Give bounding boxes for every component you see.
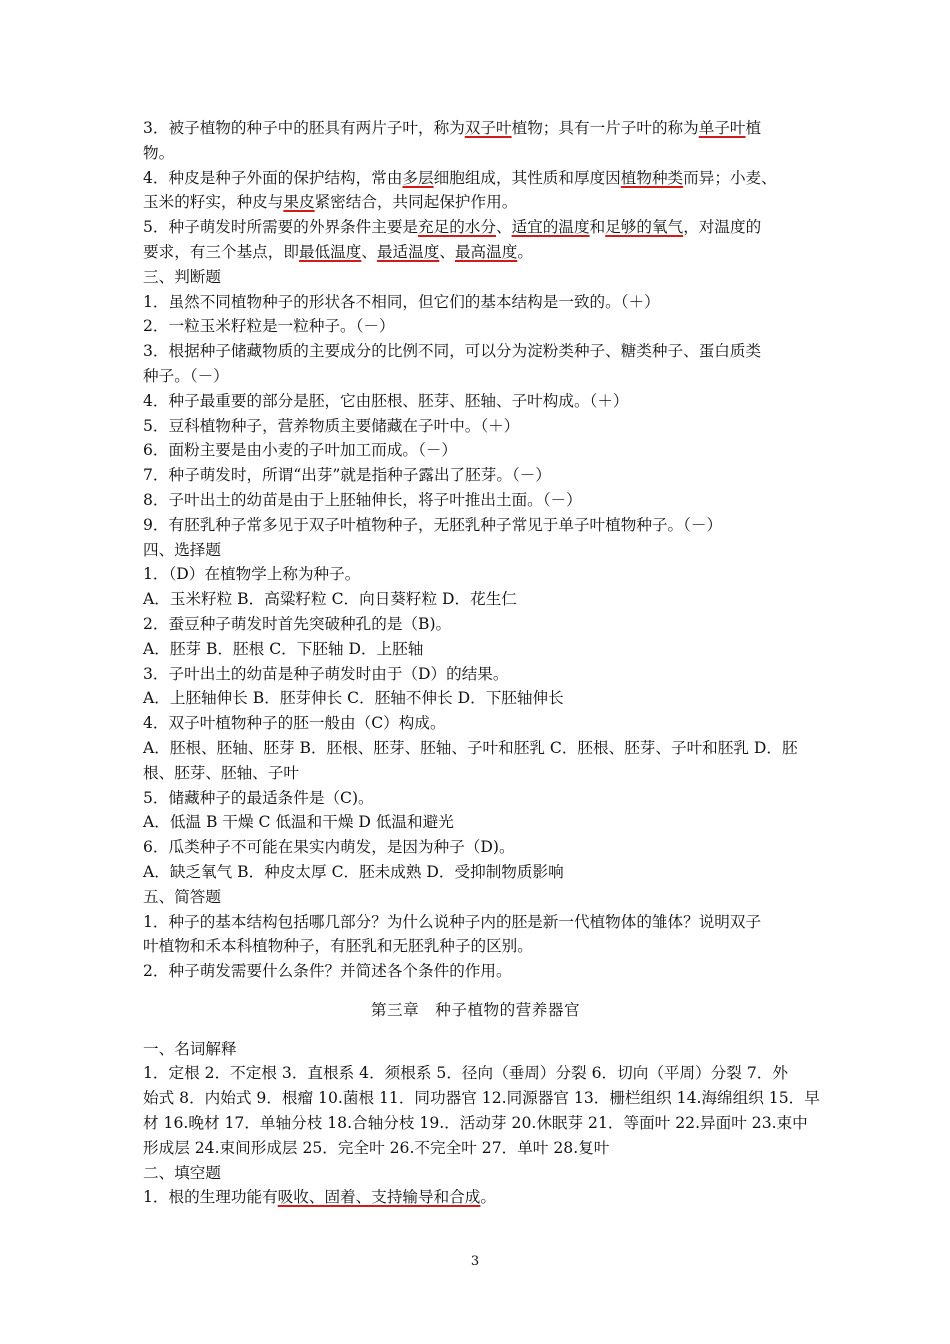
judgement-item: 4．种子最重要的部分是胚，它由胚根、胚芽、胚轴、子叶构成。（＋） [143, 391, 629, 410]
terms-line: 材 16.晚材 17．单轴分枝 18.合轴分枝 19.．活动芽 20.休眠芽 21．等面叶 22.异面叶 23.束中 [143, 1114, 808, 1133]
answer-underlined: 多层 [402, 168, 434, 187]
chapter-title: 第三章 种子植物的营养器官 [370, 1000, 581, 1019]
page-number: 3 [470, 1254, 480, 1269]
judgement-item: 8．子叶出土的幼苗是由于上胚轴伸长，将子叶推出土面。（－） [143, 490, 582, 509]
text-segment: 3．被子植物的种子中的胚具有两片子叶，称为 [143, 119, 465, 137]
text-segment: 、 [439, 242, 455, 261]
choice-item: 5．储藏种子的最适条件是（C)。 [143, 788, 374, 807]
answer-underlined: 双子叶 [464, 119, 512, 137]
fill-item-5-cont [143, 240, 808, 265]
short-answer-item: 叶植物和禾本科植物种子，有胚乳和无胚乳种子的区别。 [143, 937, 533, 956]
fill-item-3-cont [143, 141, 808, 166]
text-segment: 植物；具有一片子叶的称为 [511, 119, 699, 137]
answer-underlined: 果皮 [283, 193, 315, 212]
choice-options: A．低温 B 干燥 C 低温和干燥 D 低温和避光 [143, 813, 454, 832]
judgement-item: 6．面粉主要是由小麦的子叶加工而成。（－） [143, 441, 457, 460]
choice-item: 3．子叶出土的幼苗是种子萌发时由于（D）的结果。 [143, 664, 509, 683]
choice-options: A．缺乏氧气 B．种皮太厚 C．胚未成熟 D．受抑制物质影响 [143, 862, 564, 881]
answer-underlined: 足够的氧气 [605, 218, 684, 237]
short-answer-item: 2．种子萌发需要什么条件？并简述各个条件的作用。 [143, 962, 512, 981]
fill-item-5 [143, 215, 808, 240]
answer-underlined: 单子叶 [698, 119, 746, 137]
judgement-item: 种子。（－） [143, 366, 229, 385]
section-heading-short-answer: 五、简答题 [143, 887, 221, 906]
terms-line: 形成层 24.束间形成层 25．完全叶 26.不完全叶 27．单叶 28.复叶 [143, 1138, 610, 1157]
text-segment: 细胞组成，其性质和厚度因 [433, 168, 621, 187]
answer-underlined: 适宜的温度 [511, 218, 590, 237]
text-segment: 紧密结合，共同起保护作用。 [314, 193, 518, 212]
terms-line: 始式 8．内始式 9．根瘤 10.菌根 11．同功器官 12.同源器官 13．栅栏组织 14.海绵组织 15．早 [143, 1089, 820, 1108]
text-segment: 植 [745, 119, 762, 137]
terms-line: 1．定根 2．不定根 3．直根系 4．须根系 5．径向（垂周）分裂 6．切向（平周）分裂 7．外 [143, 1064, 788, 1083]
text-segment: 。 [517, 242, 533, 261]
answer-underlined: 最适温度 [376, 242, 440, 261]
text-segment: 。 [480, 1188, 497, 1207]
choice-options: A．胚芽 B．胚根 C．下胚轴 D．上胚轴 [143, 639, 424, 658]
choice-item: 4．双子叶植物种子的胚一般由（C）构成。 [143, 714, 446, 733]
text-segment: 而异；小麦、 [683, 168, 777, 187]
answer-underlined: 最高温度 [454, 242, 518, 261]
answer-underlined: 充足的水分 [418, 218, 496, 237]
text-segment: 玉米的籽实，种皮与 [143, 193, 284, 212]
choice-item: 6．瓜类种子不可能在果实内萌发，是因为种子（D)。 [143, 838, 515, 857]
text-segment: 物。 [143, 143, 175, 162]
text-segment: 、 [496, 218, 512, 237]
judgement-item: 1．虽然不同植物种子的形状各不相同，但它们的基本结构是一致的。（＋） [143, 292, 660, 311]
judgement-item: 5．豆科植物种子，营养物质主要储藏在子叶中。（＋） [143, 416, 520, 435]
judgement-item: 9．有胚乳种子常多见于双子叶植物种子，无胚乳种子常见于单子叶植物种子。（－） [143, 515, 723, 534]
short-answer-item: 1．种子的基本结构包括哪几部分？为什么说种子内的胚是新一代植物体的雏体？说明双子 [143, 912, 762, 931]
page-content [143, 116, 820, 1210]
text-segment: 4．种皮是种子外面的保护结构，常由 [143, 168, 403, 187]
judgement-item: 2．一粒玉米籽粒是一粒种子。（－） [143, 317, 395, 336]
choice-item: 2．蚕豆种子萌发时首先突破种孔的是（B)。 [143, 614, 452, 633]
text-segment: ，对温度的 [683, 218, 762, 237]
section-heading-fill: 二、填空题 [143, 1163, 221, 1182]
fill-item-4 [143, 166, 808, 191]
choice-item: 1．（D）在植物学上称为种子。 [143, 565, 361, 584]
fill-item-3 [143, 116, 808, 141]
text-segment: 、 [361, 242, 377, 261]
section-heading-choice: 四、选择题 [143, 540, 221, 559]
choice-options: A．玉米籽粒 B．高粱籽粒 C．向日葵籽粒 D．花生仁 [143, 590, 517, 609]
text-segment: 和 [589, 218, 606, 237]
text-segment: 1．根的生理功能有 [143, 1188, 278, 1207]
choice-options: 根、胚芽、胚轴、子叶 [143, 763, 299, 782]
judgement-item: 3．根据种子储藏物质的主要成分的比例不同，可以分为淀粉类种子、糖类种子、蛋白质类 [143, 342, 762, 361]
choice-options: A．上胚轴伸长 B．胚芽伸长 C．胚轴不伸长 D．下胚轴伸长 [143, 689, 564, 708]
judgement-item: 7．种子萌发时，所谓“出芽”就是指种子露出了胚芽。（－） [143, 466, 551, 485]
fill-item-4-cont [143, 190, 808, 215]
answer-underlined: 吸收、固着、支持输导和合成 [277, 1188, 481, 1207]
section-heading-terms: 一、名词解释 [143, 1039, 237, 1058]
text-segment: 5．种子萌发时所需要的外界条件主要是 [143, 218, 419, 237]
choice-options: A．胚根、胚轴、胚芽 B．胚根、胚芽、胚轴、子叶和胚乳 C．胚根、胚芽、子叶和胚乳 D．胚 [143, 738, 798, 757]
fill-item-1 [143, 1185, 808, 1210]
text-segment: 要求，有三个基点，即 [143, 242, 299, 261]
answer-underlined: 最低温度 [298, 242, 362, 261]
section-heading-judgement: 三、判断题 [143, 267, 221, 286]
answer-underlined: 植物种类 [620, 168, 684, 187]
